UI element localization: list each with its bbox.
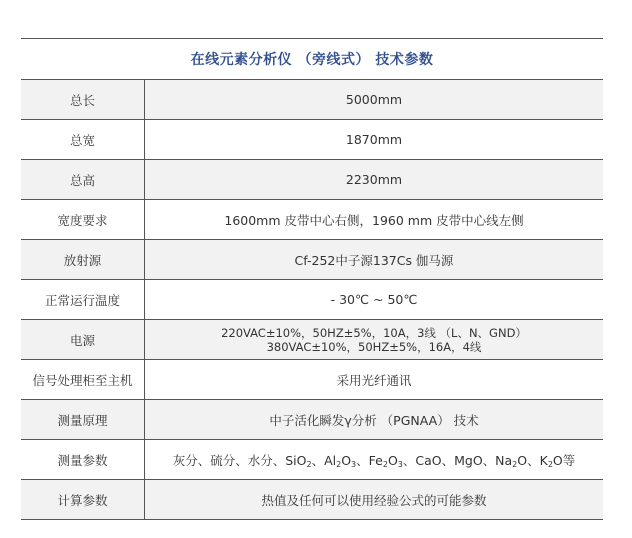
row-value: - 30℃ ~ 50℃: [330, 292, 418, 307]
row-value: 热值及任何可以使用经验公式的可能参数: [261, 492, 487, 508]
param-text: O等: [552, 452, 576, 468]
row-label: 电源: [21, 320, 145, 359]
table-row: [21, 120, 603, 160]
table-row: [21, 280, 603, 320]
param-text: O: [341, 452, 352, 468]
table-row: [21, 160, 603, 200]
param-subscript: 2: [336, 459, 342, 469]
table-row: [21, 360, 603, 400]
row-label: 总高: [21, 160, 145, 199]
row-value: [145, 440, 603, 479]
row-label: 计算参数: [21, 480, 145, 519]
param-subscript: 2: [512, 459, 518, 469]
table-row: [21, 400, 603, 440]
row-label: 正常运行温度: [21, 280, 145, 319]
param-subscript: 2: [306, 459, 312, 469]
row-value-line: 220VAC±10%，50HZ±5%，10A，3线 （L、N、GND）: [221, 325, 527, 340]
table-row: [21, 440, 603, 480]
row-value: Cf-252中子源137Cs 伽马源: [294, 252, 454, 268]
row-label: 总长: [21, 80, 145, 119]
row-label: 测量参数: [21, 440, 145, 479]
param-subscript: 3: [351, 459, 357, 469]
row-value-line: 380VAC±10%，50HZ±5%，16A，4线: [266, 339, 482, 354]
row-value: 2230mm: [345, 172, 403, 187]
table-row: [21, 240, 603, 280]
row-label: 测量原理: [21, 400, 145, 439]
param-text: O、K: [517, 452, 548, 468]
row-label: 信号处理柜至主机: [21, 360, 145, 399]
param-text: 、Fe: [356, 452, 383, 468]
param-text: 灰分、硫分、水分、SiO: [172, 452, 307, 468]
row-value: 采用光纤通讯: [336, 372, 412, 388]
table-title: 在线元素分析仪 （旁线式） 技术参数: [21, 39, 603, 80]
measurement-params: [173, 451, 576, 469]
row-value: [145, 320, 603, 359]
row-label: 总宽: [21, 120, 145, 159]
param-text: O: [387, 452, 398, 468]
table-row: [21, 320, 603, 360]
table-row: [21, 480, 603, 519]
row-value: 5000mm: [345, 92, 403, 107]
spec-table: [21, 38, 603, 520]
row-value: 中子活化瞬发γ分析 （PGNAA） 技术: [269, 412, 479, 428]
row-label: 宽度要求: [21, 200, 145, 239]
param-subscript: 3: [397, 459, 403, 469]
table-row: [21, 80, 603, 120]
param-subscript: 2: [382, 459, 388, 469]
param-subscript: 2: [547, 459, 553, 469]
row-label: 放射源: [21, 240, 145, 279]
param-text: 、Al: [311, 452, 337, 468]
row-value: 1870mm: [345, 132, 403, 147]
param-text: 、CaO、MgO、Na: [402, 452, 513, 468]
row-value: 1600mm 皮带中心右侧，1960 mm 皮带中心线左侧: [224, 212, 524, 228]
table-row: [21, 200, 603, 240]
